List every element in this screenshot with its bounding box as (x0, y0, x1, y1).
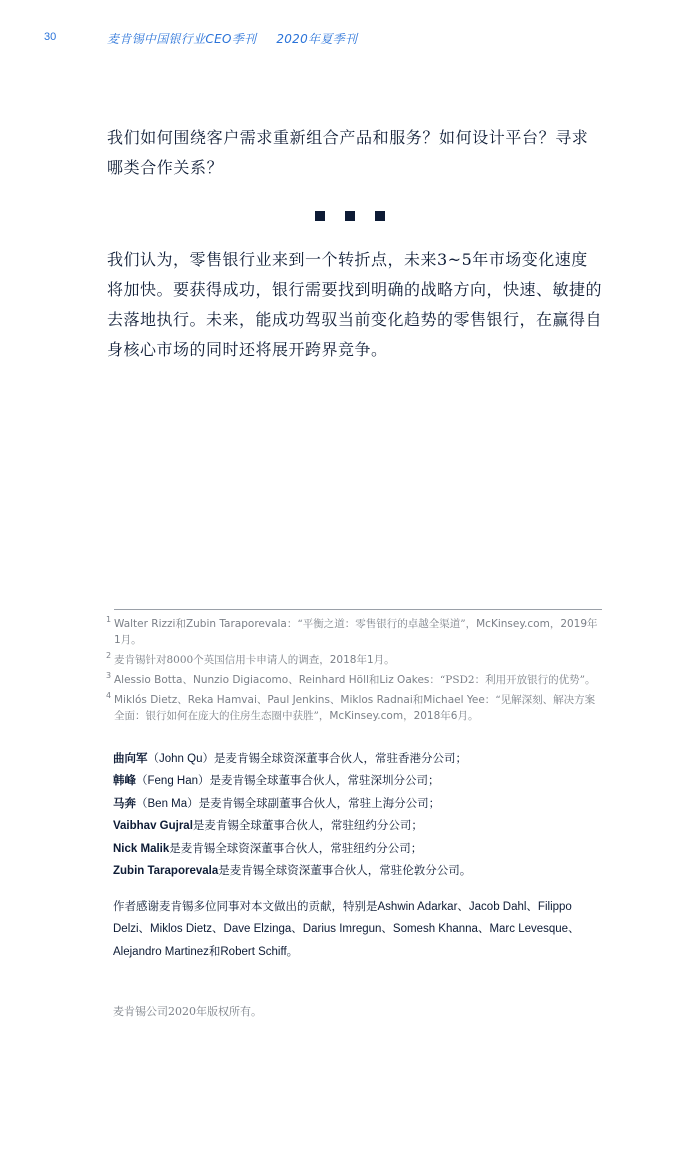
answer-paragraph: 我们认为，零售银行业来到一个转折点，未来3~5年市场变化速度将加快。要获得成功，银行需要找到明确的战略方向，快速、敏捷的去落地执行。未来，能成功驾驭当前变化趋势的零售银行，在赢得自身核心市场的同时还将展开跨界竞争。 (107, 250, 603, 359)
question-paragraph: 我们如何围绕客户需求重新组合产品和服务？如何设计平台？寻求哪类合作关系？ (107, 128, 589, 177)
footnote-3: 3 Alessio Botta、Nunzio Digiacomo、Reinhard Höll和Liz Oakes：“PSD2：利用开放银行的优势”。 (106, 671, 596, 686)
author-line: 马奔（Ben Ma）是麦肯锡全球副董事合伙人，常驻上海分公司； (113, 795, 441, 810)
footnote-rule (114, 609, 602, 610)
author-line: 曲向军（John Qu）是麦肯锡全球资深董事合伙人，常驻香港分公司； (113, 751, 467, 765)
divider-square-1 (315, 211, 325, 221)
page-header (0, 30, 700, 50)
publication-title: 麦肯锡中国银行业CEO季刊 (107, 32, 257, 46)
issue-title: 2020年夏季刊 (276, 32, 358, 46)
author-line: Zubin Taraporevala是麦肯锡全球资深董事合伙人，常驻伦敦分公司。 (113, 863, 472, 878)
footnote-2: 2 麦肯锡针对8000个英国信用卡申请人的调查，2018年1月。 (106, 651, 395, 666)
author-list (113, 748, 603, 882)
divider-square-2 (345, 211, 355, 221)
author-line: Vaibhav Gujral是麦肯锡全球董事合伙人，常驻纽约分公司； (113, 818, 423, 833)
author-line: 韩峰（Feng Han）是麦肯锡全球董事合伙人，常驻深圳分公司； (113, 773, 440, 788)
footnotes (106, 616, 602, 728)
acknowledgement: 作者感谢麦肯锡多位同事对本文做出的贡献，特别是Ashwin Adarkar、Jacob Dahl、Filippo Delzi、Miklos Dietz、Dave Elzinga、Darius Imregun、Somesh Khanna、Marc Levesque、Alejandro Martinez和Robert Schiff。 (113, 899, 580, 958)
page-number: 30 (44, 31, 57, 43)
divider-square-3 (375, 211, 385, 221)
footnote-4: 4 Miklós Dietz、Reka Hamvai、Paul Jenkins、Miklos Radnai和Michael Yee：“见解深刻、解决方案全面：银行如何在庞大的住房生态圈中获胜”，McKinsey.com，2018年6月。 (106, 691, 596, 722)
copyright-notice: 麦肯锡公司2020年版权所有。 (113, 1005, 262, 1018)
running-title (107, 30, 377, 47)
author-line: Nick Malik是麦肯锡全球资深董事合伙人，常驻纽约分公司； (113, 840, 423, 855)
footnote-1: 1 Walter Rizzi和Zubin Taraporevala：“平衡之道：零售银行的卓越全渠道”，McKinsey.com，2019年1月。 (106, 615, 598, 646)
section-divider (313, 211, 393, 223)
